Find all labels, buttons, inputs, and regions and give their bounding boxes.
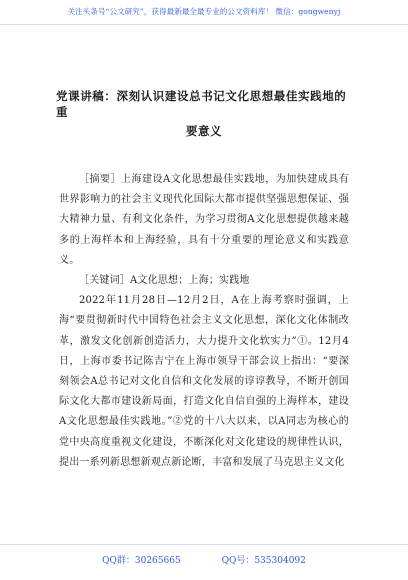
document-body [59, 170, 349, 473]
footer-bar [0, 544, 408, 566]
qq-group-number: QQ群：30265665 [102, 556, 181, 566]
keywords-paragraph: ［关键词］A文化思想；上海；实践地 [79, 275, 250, 287]
header-banner: 关注头条号“公文研究”，获得最新最全最专业的公文资料库！ 微信：gongwenyj [0, 6, 408, 25]
document-title-line-1: 党课讲稿：深刻认识建设总书记文化思想最佳实践地的重 [56, 89, 347, 119]
qq-account-number: QQ号：535304092 [221, 556, 306, 566]
document-title-line-2: 要意义 [185, 124, 223, 138]
abstract-paragraph: ［摘要］上海建设A文化思想最佳实践地，为加快建成具有世界影响力的社会主义现代化国际大都市提供坚强思想保证、强大精神力量、有利文化条件，为学习贯彻A文化思想提供越来越多的上海样本和上海经验，具有十分重要的理论意义和实践意义。 [59, 174, 349, 266]
body-paragraph: 2022年11月28日—12月2日，A在上海考察时强调，上海“要贯彻新时代中国特色社会主义文化思想，深化文化体制改革，激发文化创新创造活力，大力提升文化软实力”①。12月4日，上海市委书记陈吉宁在上海市领导干部会议上指出：“要深刻领会A总书记对文化自信和文化发展的谆谆教导，不断开创国际文化大都市建设新局面，打造文化自信自强的上海样本，建设A文化思想最佳实践地。”②党的十八大以来，以A同志为核心的党中央高度重视文化建设，不断深化对文化建设的规律性认识，提出一系列新思想新观点新论断，丰富和发展了马克思主义文化 [59, 295, 349, 468]
